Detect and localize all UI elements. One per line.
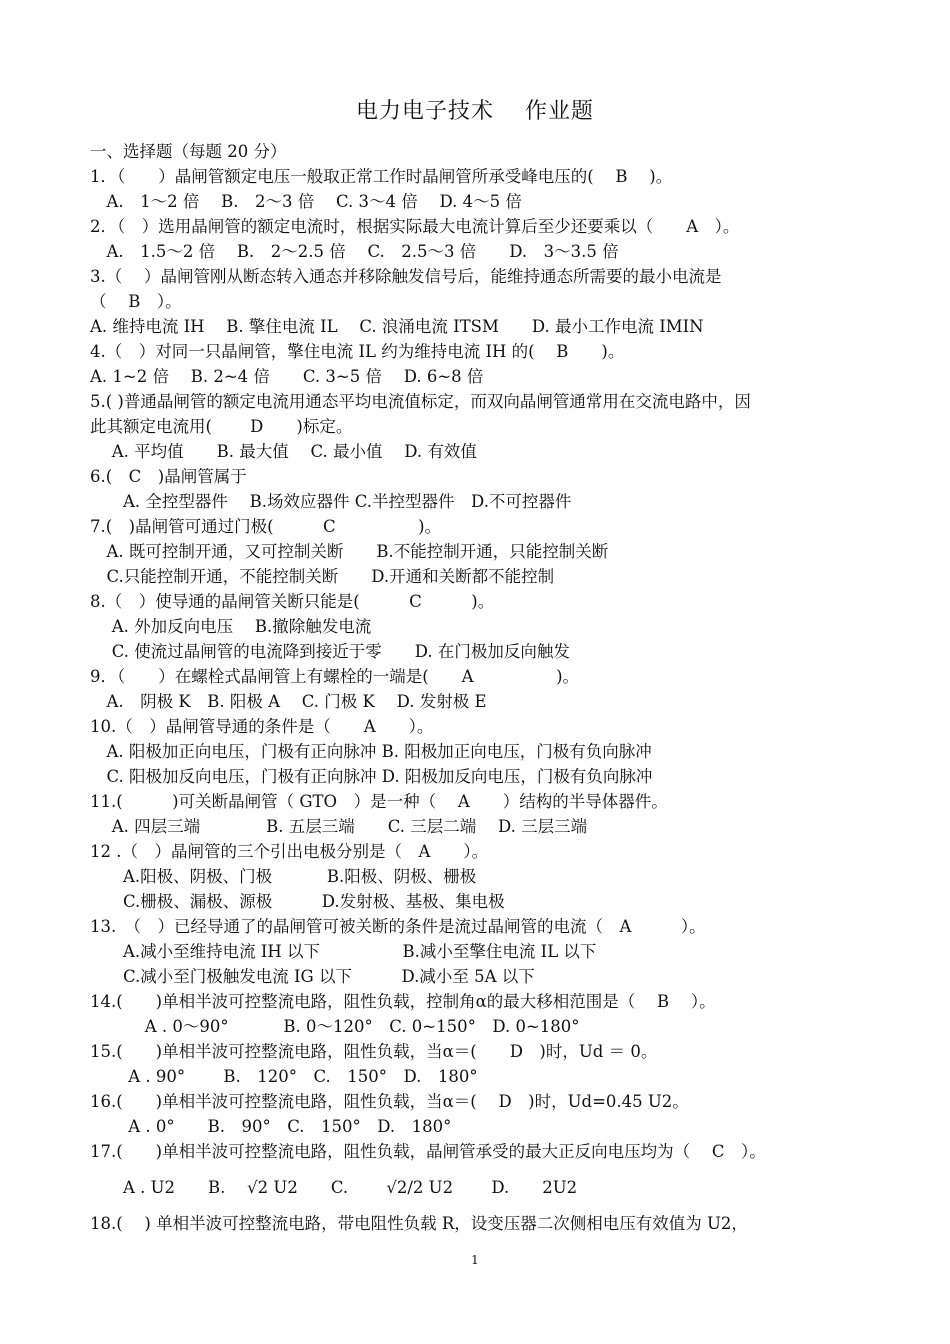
- options-9: A. 阴极 K B. 阳极 A C. 门极 K D. 发射极 E: [90, 692, 487, 711]
- page-number: 1: [471, 1253, 479, 1267]
- options-15: A . 90° B. 120° C. 150° D. 180°: [90, 1067, 478, 1086]
- section-heading: 一、选择题（每题 20 分）: [90, 142, 287, 161]
- options-17: A . U2 B. √2 U2 C. √2/2 U2 D. 2U2: [90, 1178, 578, 1197]
- options-1: A. 1～2 倍 B. 2～3 倍 C. 3～4 倍 D. 4～5 倍: [90, 192, 522, 211]
- options-8-a: A. 外加反向电压 B.撤除触发电流: [90, 617, 372, 636]
- question-5: 5.( )普通晶闸管的额定电流用通态平均电流值标定，而双向晶闸管通常用在交流电路中，因: [90, 392, 751, 411]
- question-15: 15.( )单相半波可控整流电路，阻性负载，当α＝( D )时，Ud ＝ 0。: [90, 1042, 658, 1061]
- options-7-a: A. 既可控制开通，又可控制关断 B.不能控制开通，只能控制关断: [90, 542, 609, 561]
- question-18: 18.( ) 单相半波可控整流电路，带电阻性负载 R，设变压器二次侧相电压有效值为 U2，: [90, 1214, 748, 1233]
- question-14: 14.( )单相半波可控整流电路，阻性负载，控制角α的最大移相范围是（ B ）。: [90, 992, 716, 1011]
- options-5: A. 平均值 B. 最大值 C. 最小值 D. 有效值: [90, 442, 477, 461]
- options-10-b: C. 阳极加反向电压，门极有正向脉冲 D. 阳极加反向电压，门极有负向脉冲: [90, 767, 653, 786]
- options-12-a: A.阳极、阴极、门极 B.阳极、阴极、栅极: [90, 867, 477, 886]
- options-6: A. 全控型器件 B.场效应器件 C.半控型器件 D.不可控器件: [90, 492, 572, 511]
- question-10: 10.（ ）晶闸管导通的条件是（ A ）。: [90, 717, 434, 736]
- question-3-cont: （ B ）。: [90, 292, 182, 311]
- options-8-b: C. 使流过晶闸管的电流降到接近于零 D. 在门极加反向触发: [90, 642, 570, 661]
- options-4: A. 1~2 倍 B. 2~4 倍 C. 3~5 倍 D. 6~8 倍: [90, 367, 484, 386]
- page-title: 电力电子技术 作业题: [356, 99, 594, 124]
- question-12: 12 .（ ）晶闸管的三个引出电极分别是（ A ）。: [90, 842, 489, 861]
- question-9: 9．（ ）在螺栓式晶闸管上有螺栓的一端是( A )。: [90, 667, 580, 686]
- options-11: A. 四层三端 B. 五层三端 C. 三层二端 D. 三层三端: [90, 817, 588, 836]
- options-12-b: C.栅极、漏极、源极 D.发射极、基极、集电极: [90, 892, 505, 911]
- question-8: 8.（ ）使导通的晶闸管关断只能是( C )。: [90, 592, 495, 611]
- options-13-b: C.减小至门极触发电流 IG 以下 D.减小至 5A 以下: [90, 967, 535, 986]
- question-1: 1．（ ）晶闸管额定电压一般取正常工作时晶闸管所承受峰电压的( B )。: [90, 167, 673, 186]
- options-13-a: A.减小至维持电流 IH 以下 B.减小至擎住电流 IL 以下: [90, 942, 597, 961]
- options-3: A. 维持电流 IH B. 擎住电流 IL C. 浪涌电流 ITSM D. 最小工作电流 IMIN: [90, 317, 704, 336]
- options-2: A. 1.5～2 倍 B. 2～2.5 倍 C. 2.5～3 倍 D. 3～3.5 倍: [90, 242, 619, 261]
- question-11: 11.( )可关断晶闸管（ GTO ）是一种（ A ）结构的半导体器件。: [90, 792, 668, 811]
- question-5-cont: 此其额定电流用( D )标定。: [90, 417, 353, 436]
- question-16: 16.( )单相半波可控整流电路，阻性负载，当α＝( D )时，Ud=0.45 U2。: [90, 1092, 689, 1111]
- question-13: 13. （ ）已经导通了的晶闸管可被关断的条件是流过晶闸管的电流（ A ）。: [90, 917, 706, 936]
- options-14: A . 0～90° B. 0～120° C. 0~150° D. 0~180°: [90, 1017, 580, 1036]
- options-7-b: C.只能控制开通，不能控制关断 D.开通和关断都不能控制: [90, 567, 555, 586]
- question-4: 4.（ ）对同一只晶闸管，擎住电流 IL 约为维持电流 IH 的( B )。: [90, 342, 625, 361]
- question-2: 2．（ ）选用晶闸管的额定电流时，根据实际最大电流计算后至少还要乘以（ A ）。: [90, 217, 740, 236]
- question-3: 3.（ ）晶闸管刚从断态转入通态并移除触发信号后，能维持通态所需要的最小电流是: [90, 267, 722, 286]
- question-6: 6.( C )晶闸管属于: [90, 467, 247, 486]
- question-7: 7.( )晶闸管可通过门极( C )。: [90, 517, 442, 536]
- question-17: 17.( )单相半波可控整流电路，阻性负载，晶闸管承受的最大正反向电压均为（ C ）。: [90, 1142, 766, 1161]
- options-16: A . 0° B. 90° C. 150° D. 180°: [90, 1117, 452, 1136]
- options-10-a: A. 阳极加正向电压，门极有正向脉冲 B. 阳极加正向电压，门极有负向脉冲: [90, 742, 652, 761]
